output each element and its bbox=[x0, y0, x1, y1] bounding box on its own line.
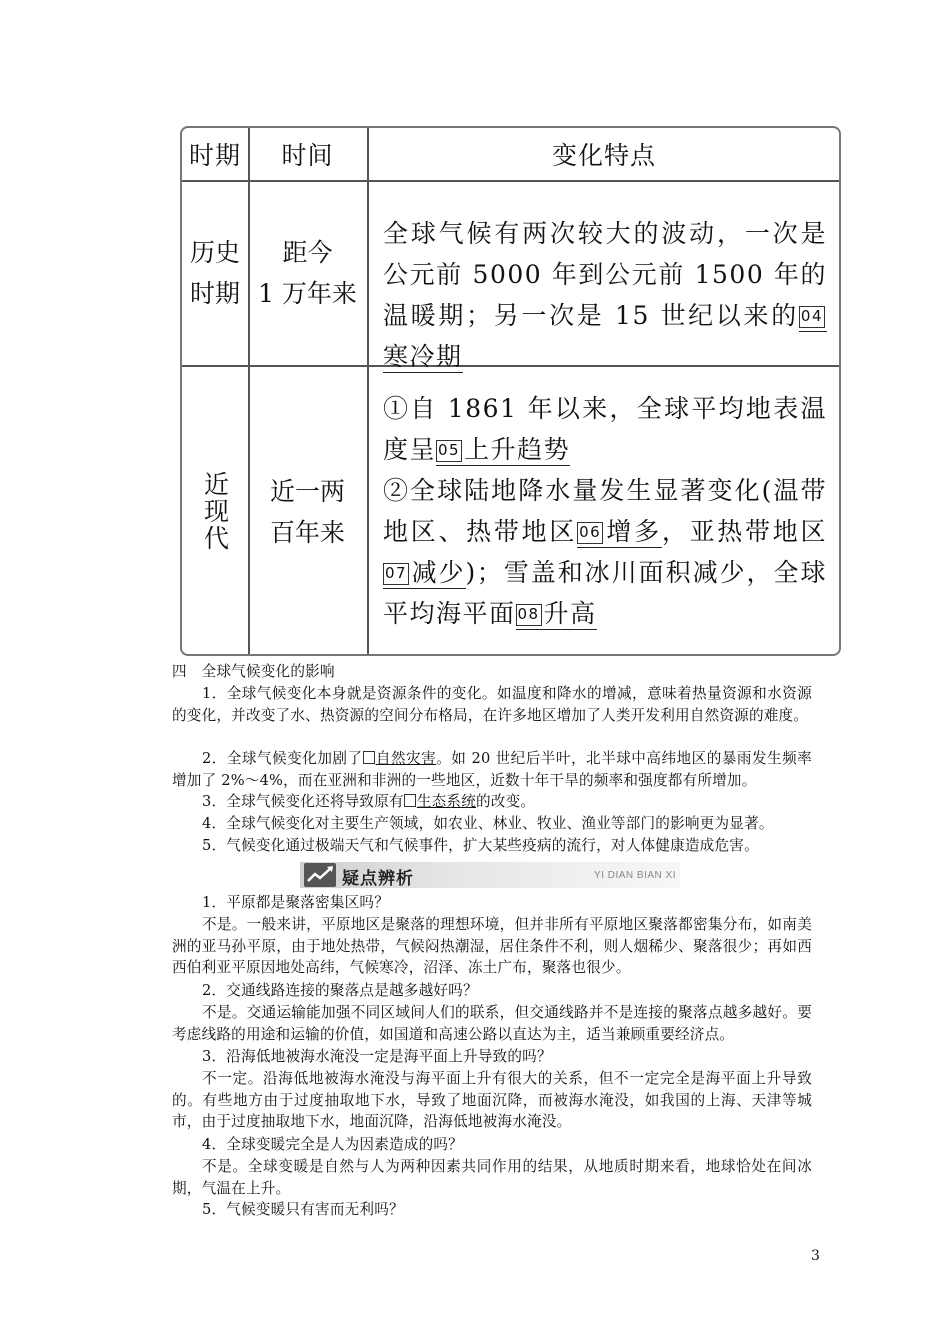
blank-answer: 增多 bbox=[605, 517, 662, 546]
row2-line1: ①自 1861 年以来，全球平均地表温度呈 bbox=[383, 394, 827, 464]
row1-period bbox=[182, 180, 248, 365]
answer-blank bbox=[577, 517, 662, 548]
blank-answer: 寒冷期 bbox=[383, 342, 463, 371]
blank-answer: 升高 bbox=[543, 599, 597, 628]
p2-blank-text: 自然灾害 bbox=[375, 750, 437, 767]
answer: 不是。全球变暖是自然与人为两种因素共同作用的结果，从地质时期来看，地球恰处在间冰期，气温在上升。 bbox=[172, 1158, 812, 1197]
blank-box bbox=[404, 794, 416, 807]
p2-text: 2．全球气候变化加剧了 bbox=[202, 750, 363, 767]
answer-blank bbox=[436, 435, 570, 466]
banner-subtitle: YI DIAN BIAN XI bbox=[594, 870, 676, 881]
blank-number: 05 bbox=[436, 440, 462, 462]
p3-blank bbox=[404, 793, 476, 810]
section4-p3 bbox=[172, 791, 812, 813]
blank-answer: 上升趋势 bbox=[464, 435, 571, 464]
blank-box bbox=[363, 751, 375, 764]
p2-blank bbox=[363, 750, 437, 767]
row1-period-line: 时期 bbox=[189, 278, 240, 308]
chart-trend-icon bbox=[304, 863, 336, 887]
blank-number: 04 bbox=[799, 306, 825, 328]
blank-answer: 减少 bbox=[411, 558, 466, 587]
blank-number: 08 bbox=[516, 604, 542, 626]
question: 2．交通线路连接的聚落点是越多越好吗？ bbox=[202, 982, 478, 999]
answer-blank bbox=[383, 558, 466, 589]
blank-number: 07 bbox=[383, 563, 409, 585]
p3-blank-text: 生态系统 bbox=[416, 793, 476, 810]
row2-time-line: 近一两 bbox=[269, 476, 345, 506]
question: 4．全球变暖完全是人为因素造成的吗？ bbox=[202, 1136, 463, 1153]
section4-p2 bbox=[172, 748, 812, 791]
answer-blank bbox=[516, 599, 597, 630]
row2-line2c: )；雪盖和冰川面积减少，全球平均海平面 bbox=[383, 558, 827, 628]
answer: 不是。一般来讲，平原地区是聚落的理想环境，但并非所有平原地区聚落都密集分布，如南美洲的亚马孙平原，由于地处热带，气候闷热潮湿，居住条件不利，则人烟稀少、聚落很少；再如西西伯利亚平原因地处高纬，气候寒冷，沼泽、冻土广布，聚落也很少。 bbox=[172, 916, 812, 976]
question: 3．沿海低地被海水淹没一定是海平面上升导致的吗？ bbox=[202, 1048, 552, 1065]
climate-change-table bbox=[180, 126, 841, 656]
banner-title: 疑点辨析 bbox=[342, 869, 414, 889]
p2-text-rest: 。如 20 世纪后半叶，北半球中高纬地区的暴雨发生频率增加了 2%～4%，而在亚洲和非洲的一些地区，近数十年干旱的频率和强度都有所增加。 bbox=[172, 750, 812, 789]
p3-text: 3．全球气候变化还将导致原有 bbox=[202, 793, 404, 810]
row1-features bbox=[383, 213, 827, 377]
answer: 不一定。沿海低地被海水淹没与海平面上升有很大的关系，但不一定完全是海平面上升导致的。有些地方由于过度抽取地下水，导致了地面沉降，而被海水淹没，如我国的上海、天津等城市，由于过度抽取地下水，地面沉降，沿海低地被海水淹没。 bbox=[172, 1070, 812, 1130]
section4-title: 四 全球气候变化的影响 bbox=[172, 663, 335, 680]
question: 1．平原都是聚落密集区吗？ bbox=[202, 894, 390, 911]
row2-line2: ②全球陆地降水量发生显著变化(温带地区、热带地区 bbox=[383, 476, 827, 546]
row1-time-line: 1 万年来 bbox=[258, 278, 357, 308]
header-period: 时期 bbox=[188, 141, 241, 170]
row1-time-line: 距今 bbox=[282, 237, 333, 267]
table-divider bbox=[367, 128, 369, 654]
section4-p4: 4．全球气候变化对主要生产领域，如农业、林业、牧业、渔业等部门的影响更为显著。 bbox=[202, 815, 774, 832]
header-features: 变化特点 bbox=[551, 141, 656, 170]
row2-period-text: 近现代 bbox=[200, 471, 230, 552]
page-number: 3 bbox=[811, 1248, 820, 1264]
row1-features-text: 全球气候有两次较大的波动，一次是公元前 5000 年到公元前 1500 年的温暖期；另一次是 15 世纪以来的 bbox=[383, 219, 827, 330]
answer: 不是。交通运输能加强不同区域间人们的联系，但交通线路并不是连接的聚落点越多越好。要考虑线路的用途和运输的价值，如国道和高速公路以直达为主，适当兼顾重要经济点。 bbox=[172, 1004, 812, 1043]
row2-line2b: ，亚热带地区 bbox=[661, 517, 827, 546]
doubt-analysis-banner bbox=[300, 862, 680, 888]
blank-number: 06 bbox=[577, 522, 603, 544]
p3-text-rest: 的改变。 bbox=[476, 793, 536, 810]
row2-time bbox=[248, 365, 367, 656]
row2-period bbox=[182, 365, 248, 656]
row1-time bbox=[248, 180, 367, 365]
header-time: 时间 bbox=[281, 141, 334, 170]
row2-time-line: 百年来 bbox=[269, 517, 345, 547]
row1-period-line: 历史 bbox=[189, 237, 240, 267]
section4-p1: 1．全球气候变化本身就是资源条件的变化。如温度和降水的增减，意味着热量资源和水资源的变化，并改变了水、热资源的空间分布格局，在许多地区增加了人类开发利用自然资源的难度。 bbox=[172, 685, 812, 724]
question: 5．气候变暖只有害而无利吗？ bbox=[202, 1201, 404, 1218]
section4-p5: 5．气候变化通过极端天气和气候事件，扩大某些疫病的流行，对人体健康造成危害。 bbox=[202, 837, 759, 854]
row2-features bbox=[383, 388, 827, 634]
